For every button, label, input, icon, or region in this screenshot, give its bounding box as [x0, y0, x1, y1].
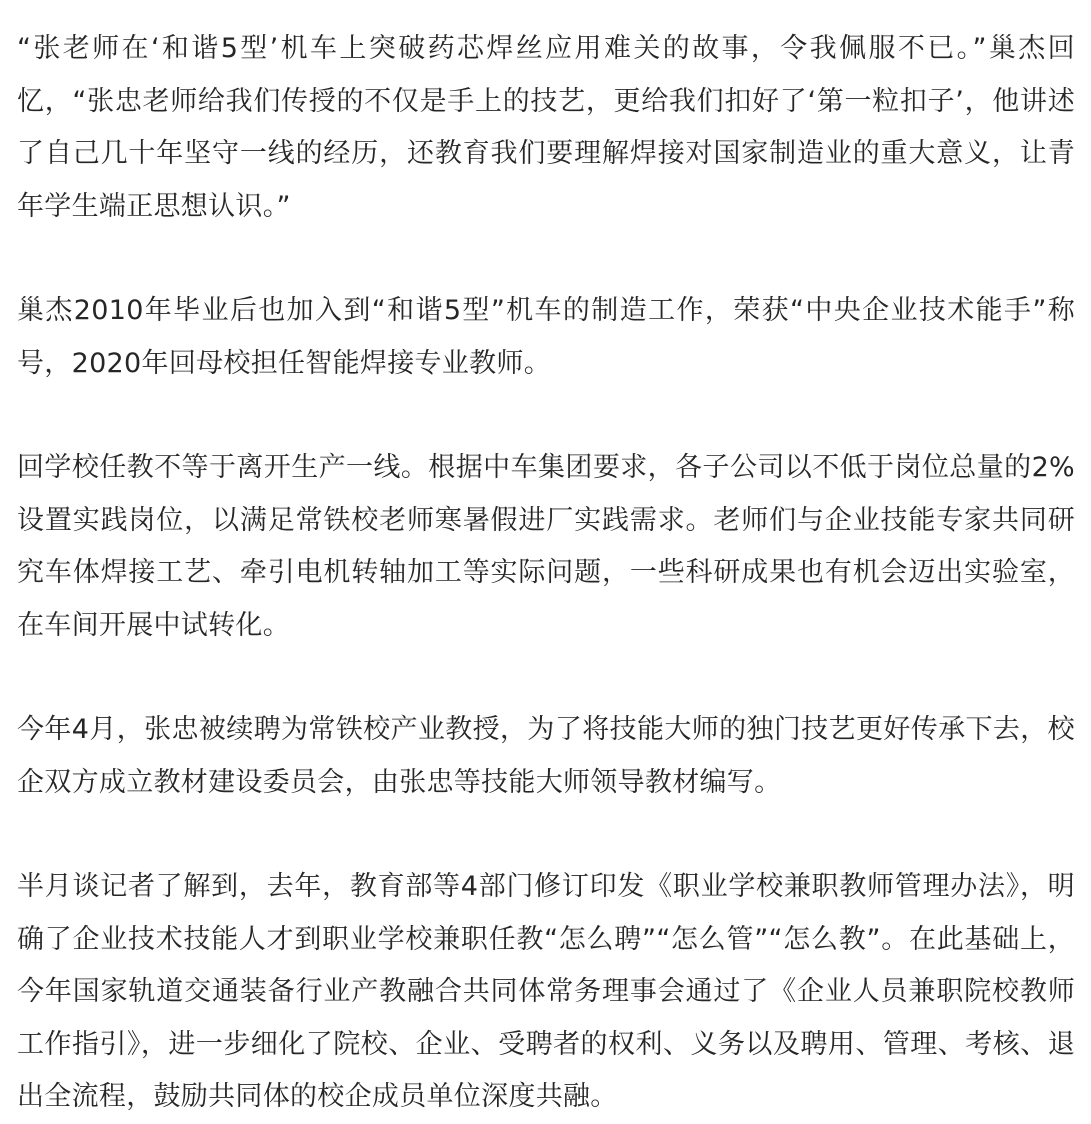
paragraph-chaojie-career: 巢杰2010年毕业后也加入到“和谐5型”机车的制造工作，荣获“中央企业技术能手”称号，2020年回母校担任智能焊接专业教师。 [17, 295, 1075, 379]
article-body [17, 23, 1075, 1124]
paragraph-teaching-practice: 回学校任教不等于离开生产一线。根据中车集团要求，各子公司以不低于岗位总量的2%设置实践岗位，以满足常铁校老师寒暑假进厂实践需求。老师们与企业技能专家共同研究车体焊接工艺、牵引电机转轴加工等实际问题，一些科研成果也有机会迈出实验室，在车间开展中试转化。 [17, 452, 1075, 641]
paragraph-industry-professor: 今年4月，张忠被续聘为常铁校产业教授，为了将技能大师的独门技艺更好传承下去，校企双方成立教材建设委员会，由张忠等技能大师领导教材编写。 [17, 714, 1075, 798]
paragraph-policy: 半月谈记者了解到，去年，教育部等4部门修订印发《职业学校兼职教师管理办法》，明确了企业技术技能人才到职业学校兼职任教“怎么聘”“怎么管”“怎么教”。在此基础上，今年国家轨道交通装备行业产教融合共同体常务理事会通过了《企业人员兼职院校教师工作指引》，进一步细化了院校、企业、受聘者的权利、义务以及聘用、管理、考核、退出全流程，鼓励共同体的校企成员单位深度共融。 [17, 871, 1075, 1112]
paragraph-zhang-story: “张老师在‘和谐5型’机车上突破药芯焊丝应用难关的故事，令我佩服不已。”巢杰回忆，“张忠老师给我们传授的不仅是手上的技艺，更给我们扣好了‘第一粒扣子’，他讲述了自己几十年坚守一线的经历，还教育我们要理解焊接对国家制造业的重大意义，让青年学生端正思想认识。” [17, 33, 1075, 222]
